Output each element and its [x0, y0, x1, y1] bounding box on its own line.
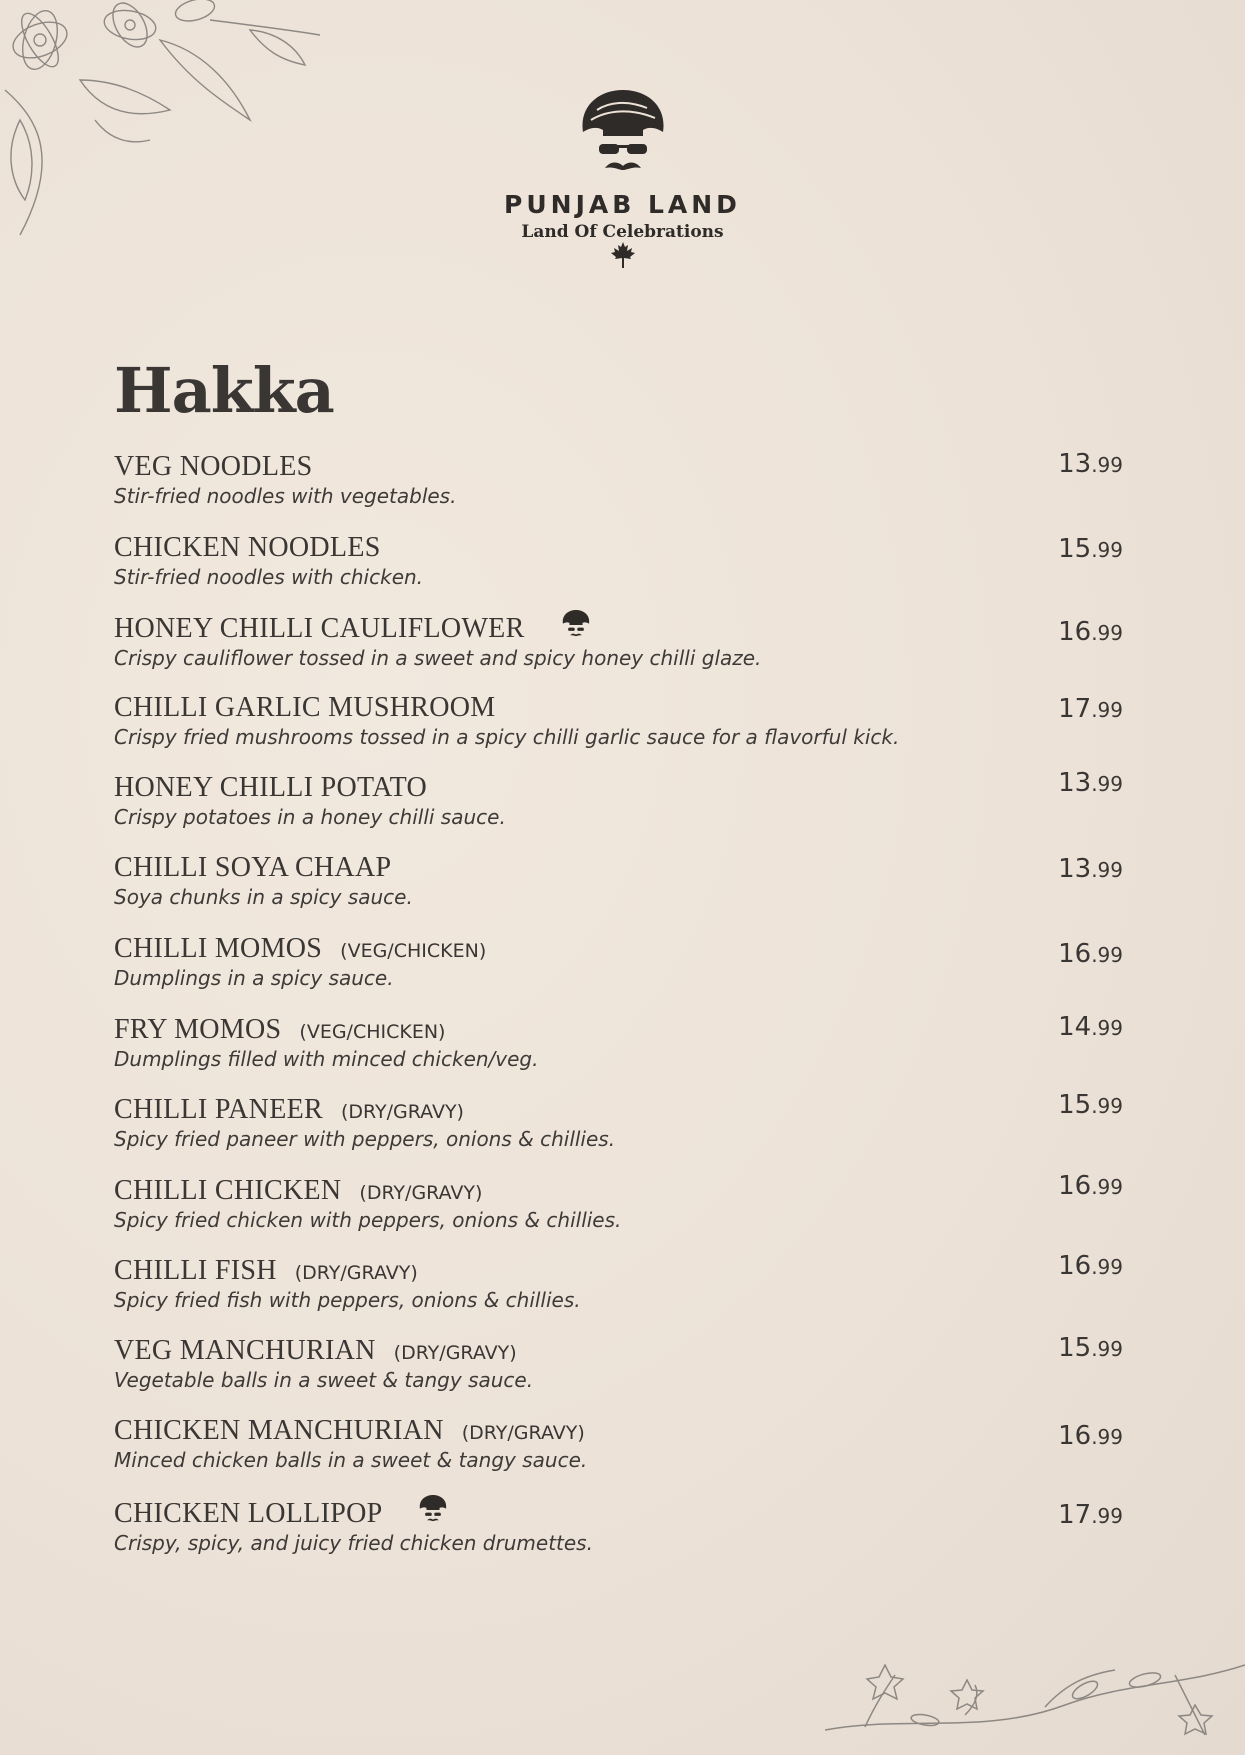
item-name: CHILLI FISH [114, 1255, 277, 1286]
price-cents: .99 [1091, 453, 1123, 477]
item-price [1058, 1012, 1123, 1042]
flower-icon [8, 0, 217, 73]
item-name: CHILLI CHICKEN [114, 1175, 342, 1206]
chef-special-icon [418, 1494, 448, 1530]
price-cents: .99 [1091, 698, 1123, 722]
item-price [1058, 854, 1123, 884]
item-option-note: (DRY/GRAVY) [393, 1342, 517, 1364]
turban-man-logo-icon [577, 88, 669, 184]
price-dollars: 13 [1058, 768, 1092, 798]
item-description: Soya chunks in a spicy sauce. [114, 885, 413, 909]
item-name: CHILLI MOMOS [114, 933, 323, 964]
brand-tagline: Land Of Celebrations [521, 222, 724, 242]
item-option-note: (DRY/GRAVY) [294, 1262, 418, 1284]
item-price [1058, 939, 1123, 969]
price-dollars: 15 [1058, 1090, 1092, 1120]
menu-item [114, 609, 1129, 671]
price-cents: .99 [1091, 1337, 1123, 1361]
price-cents: .99 [1091, 858, 1123, 882]
item-price [1058, 1333, 1123, 1363]
item-option-note: (DRY/GRAVY) [461, 1422, 585, 1444]
item-option-note: (VEG/CHICKEN) [299, 1021, 446, 1043]
item-name: VEG NOODLES [114, 451, 313, 482]
floral-decoration-top-left [0, 0, 330, 240]
price-cents: .99 [1091, 1016, 1123, 1040]
price-dollars: 15 [1058, 1333, 1092, 1363]
item-description: Spicy fried chicken with peppers, onions & chillies. [114, 1208, 622, 1232]
item-name: HONEY CHILLI POTATO [114, 772, 427, 803]
item-name: FRY MOMOS [114, 1014, 282, 1045]
price-dollars: 16 [1058, 1251, 1092, 1281]
menu-item [114, 1090, 1129, 1152]
item-name: VEG MANCHURIAN [114, 1335, 376, 1366]
price-dollars: 13 [1058, 449, 1092, 479]
menu-item [114, 1335, 1129, 1393]
item-name: CHILLI SOYA CHAAP [114, 852, 392, 883]
item-description: Stir-fried noodles with vegetables. [114, 484, 457, 508]
brand-name: PUNJAB LAND [504, 190, 741, 219]
menu-item [114, 1171, 1129, 1233]
menu-item [114, 1494, 1129, 1556]
item-description: Dumplings in a spicy sauce. [114, 966, 394, 990]
price-dollars: 17 [1058, 1500, 1092, 1530]
item-description: Crispy potatoes in a honey chilli sauce. [114, 805, 506, 829]
section-title: Hakka [114, 354, 334, 427]
maple-leaf-icon [611, 242, 635, 268]
price-cents: .99 [1091, 1175, 1123, 1199]
price-cents: .99 [1091, 1255, 1123, 1279]
item-description: Crispy, spicy, and juicy fried chicken drumettes. [114, 1531, 593, 1555]
item-name: HONEY CHILLI CAULIFLOWER [114, 613, 525, 644]
menu-item [114, 451, 1129, 509]
price-cents: .99 [1091, 1425, 1123, 1449]
price-dollars: 16 [1058, 939, 1092, 969]
item-price [1058, 1251, 1123, 1281]
price-dollars: 16 [1058, 1171, 1092, 1201]
menu-item [114, 692, 1129, 750]
item-price [1058, 1090, 1123, 1120]
brand-logo [500, 88, 745, 268]
item-price [1058, 449, 1123, 479]
chef-special-icon [561, 609, 591, 645]
price-dollars: 14 [1058, 1012, 1092, 1042]
price-dollars: 16 [1058, 1421, 1092, 1451]
flower-icon [867, 1665, 903, 1699]
menu-item [114, 768, 1129, 830]
item-description: Crispy cauliflower tossed in a sweet and spicy honey chilli glaze. [114, 646, 762, 670]
floral-decoration-bottom-right [825, 1645, 1245, 1755]
price-dollars: 15 [1058, 534, 1092, 564]
menu-item [114, 852, 1129, 910]
item-option-note: (DRY/GRAVY) [359, 1182, 483, 1204]
price-cents: .99 [1091, 1504, 1123, 1528]
item-description: Spicy fried paneer with peppers, onions & chillies. [114, 1127, 616, 1151]
menu-item [114, 1415, 1129, 1473]
price-dollars: 17 [1058, 694, 1092, 724]
item-price [1058, 1171, 1123, 1201]
menu-item [114, 933, 1129, 991]
item-price [1058, 768, 1123, 798]
item-option-note: (VEG/CHICKEN) [340, 940, 487, 962]
item-price [1058, 1500, 1123, 1530]
price-cents: .99 [1091, 772, 1123, 796]
price-dollars: 13 [1058, 854, 1092, 884]
item-description: Spicy fried fish with peppers, onions & chillies. [114, 1288, 581, 1312]
item-name: CHICKEN LOLLIPOP [114, 1498, 383, 1529]
item-price [1058, 534, 1123, 564]
price-dollars: 16 [1058, 617, 1092, 647]
item-description: Crispy fried mushrooms tossed in a spicy chilli garlic sauce for a flavorful kick. [114, 725, 900, 749]
item-price [1058, 617, 1123, 647]
item-name: CHILLI PANEER [114, 1094, 323, 1125]
item-name: CHICKEN NOODLES [114, 532, 381, 563]
item-price [1058, 694, 1123, 724]
price-cents: .99 [1091, 1094, 1123, 1118]
item-description: Dumplings filled with minced chicken/veg. [114, 1047, 539, 1071]
price-cents: .99 [1091, 538, 1123, 562]
item-description: Minced chicken balls in a sweet & tangy sauce. [114, 1448, 588, 1472]
item-option-note: (DRY/GRAVY) [340, 1101, 464, 1123]
item-description: Stir-fried noodles with chicken. [114, 565, 424, 589]
price-cents: .99 [1091, 943, 1123, 967]
item-name: CHILLI GARLIC MUSHROOM [114, 692, 496, 723]
menu-item [114, 1251, 1129, 1313]
item-description: Vegetable balls in a sweet & tangy sauce. [114, 1368, 534, 1392]
item-price [1058, 1421, 1123, 1451]
item-name: CHICKEN MANCHURIAN [114, 1415, 444, 1446]
menu-item [114, 532, 1129, 590]
price-cents: .99 [1091, 621, 1123, 645]
menu-item [114, 1014, 1129, 1072]
